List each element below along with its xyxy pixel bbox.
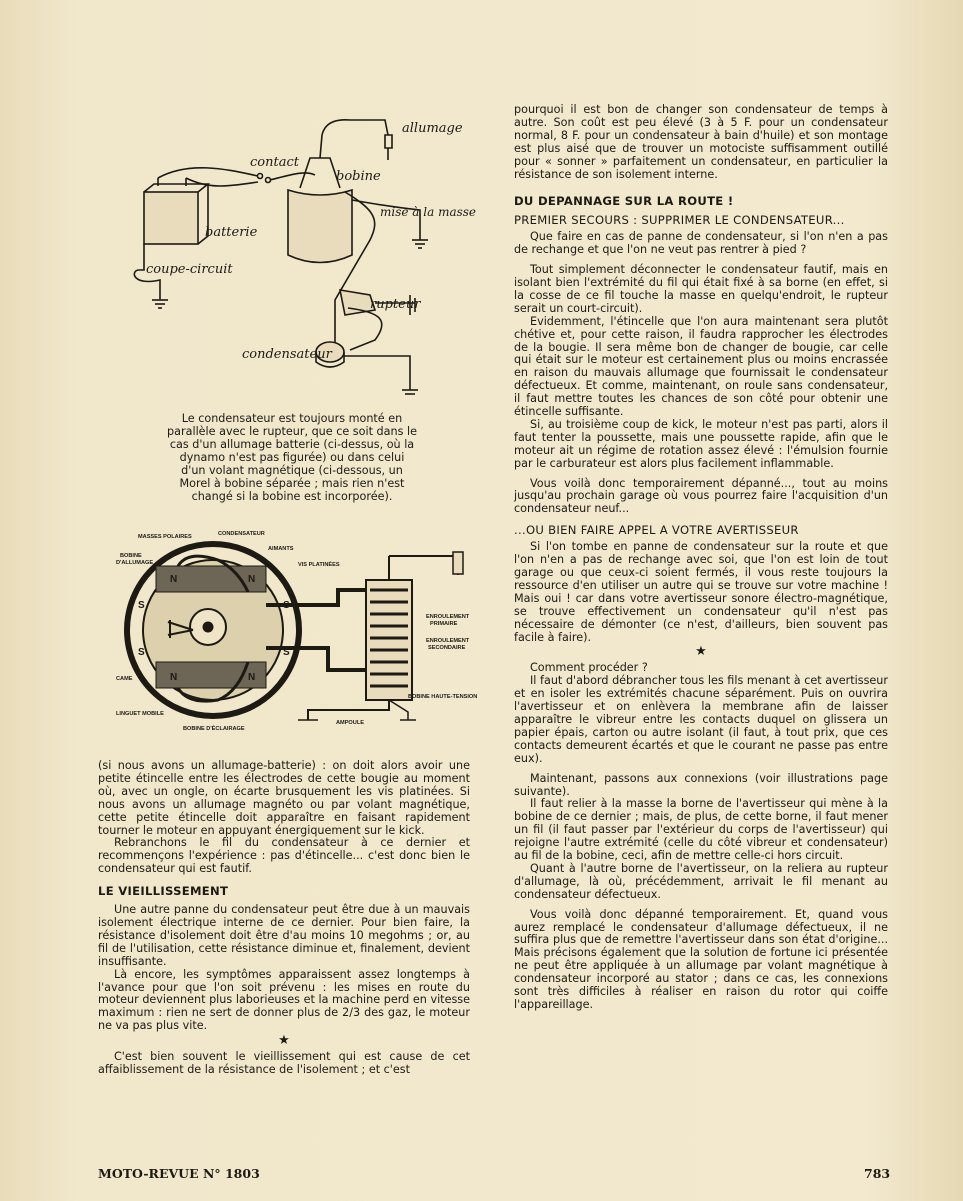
- label-enroulement-primaire-1: ENROULEMENT: [426, 614, 470, 620]
- pole-s-2: S: [283, 600, 290, 611]
- heading-premier-secours: PREMIER SECOURS : SUPPRIMER LE CONDENSATEUR...: [514, 213, 845, 228]
- left-paragraph-3: Une autre panne du condensateur peut être due à un mauvais isolement électrique interne de ce dernier. Pour bien faire, la résistance d'isolement doit être d'au moins 10 megohms ; or, au fil de l'utilisation, cette résistance diminue et, finalement, devient insuffisante.: [98, 903, 470, 968]
- heading-depannage: DU DEPANNAGE SUR LA ROUTE !: [514, 194, 734, 209]
- left-column: [98, 760, 470, 1077]
- separator-star-right: ★: [695, 644, 707, 660]
- label-condensateur: condensateur: [242, 347, 332, 362]
- right-paragraph-10: Maintenant, passons aux connexions (voir illustrations page suivante).: [514, 771, 888, 798]
- label-masses-polaires: MASSES POLAIRES: [138, 534, 192, 540]
- battery-ignition-diagram: [130, 100, 480, 405]
- pole-n-4: N: [248, 672, 256, 683]
- heading-avertisseur: ...OU BIEN FAIRE APPEL A VOTRE AVERTISSEUR: [514, 523, 799, 538]
- pole-n-1: N: [170, 574, 178, 585]
- pole-s-3: S: [138, 647, 145, 658]
- left-paragraph-4: Là encore, les symptômes apparaissent assez longtemps à l'avance pour que l'on soit prévenu : les mises en route du moteur deviennent plus laborieuses et la machine perd en vitesse maximum : rien ne sert de donner plus de 2/3 des gaz, le moteur ne va pas plus vite.: [98, 967, 470, 1033]
- label-aimants: AIMANTS: [268, 546, 294, 552]
- label-bobine-allumage-2: D'ALLUMAGE: [116, 560, 154, 566]
- right-paragraph-3: Tout simplement déconnecter le condensateur fautif, mais en isolant bien l'extrémité du fil qui était fixé à sa borne (en effet, si la cosse de ce fil touche la masse en quelqu'endroit, le rupteur serait un court-circuit).: [514, 263, 888, 315]
- label-contact: contact: [250, 155, 299, 170]
- label-bobine-allumage-1: BOBINE: [120, 553, 142, 559]
- label-coupe-circuit: coupe-circuit: [146, 262, 233, 277]
- label-allumage: allumage: [402, 121, 463, 136]
- right-paragraph-5: Si, au troisième coup de kick, le moteur n'est pas parti, alors il faut tenter la poussette, mais une poussette rapide, afin que le moteur ait un régime de rotation assez élevé : l'émulsion fournie par le carburateur est alors plus facilement inflammable.: [514, 417, 888, 470]
- right-paragraph-6: Vous voilà donc temporairement dépanné..., tout au moins jusqu'au prochain garage où vous pourrez faire l'acquisition d'un condensateur neuf...: [514, 476, 888, 516]
- right-paragraph-2: Que faire en cas de panne de condensateur, si l'on n'en a pas de rechange et que l'on ne veut pas rentrer à pied ?: [514, 230, 888, 257]
- pole-n-3: N: [170, 672, 178, 683]
- right-column: [514, 104, 888, 1012]
- right-paragraph-8: Comment procéder ?: [530, 661, 648, 675]
- label-ampoule: AMPOULE: [336, 720, 364, 726]
- right-paragraph-13: Vous voilà donc dépanné temporairement. Et, quand vous aurez remplacé le condensateur d'allumage défectueux, il ne suffira plus que de remettre l'avertisseur dans son état d'origine... Mais précisons également que la solution de fortune ici présentée ne peut être appliquée à un allumage par volant magnétique à condensateur incorporé au stator ; dans ce cas, les connexions sont très difficiles à réaliser en raison du rotor qui coiffe l'appareillage.: [514, 907, 888, 1011]
- label-rupteur: rupteur: [370, 297, 421, 312]
- separator-star-left: ★: [278, 1033, 290, 1049]
- pole-s-4: S: [283, 647, 290, 658]
- label-enroulement-secondaire-2: SECONDAIRE: [428, 645, 466, 651]
- label-fig2-condensateur: CONDENSATEUR: [218, 531, 265, 537]
- footer-page-number: 783: [864, 1166, 891, 1181]
- right-paragraph-7: Si l'on tombe en panne de condensateur sur la route et que l'on n'en a pas de rechange avec soi, que l'on est loin de tout garage ou que ceux-ci soient fermés, il vous reste toujours la ressource d'en utiliser un autre qui se trouve sur votre machine ! Mais oui ! car dans votre avertisseur sonore électro-magnétique, se trouve effectivement un condensateur qu'il n'est pas nécessaire de démonter (ce n'est, d'ailleurs, bien souvent pas facile à faire).: [514, 540, 888, 644]
- label-bobine-haute-tension: BOBINE HAUTE-TENSION: [408, 694, 478, 700]
- right-paragraph-11: Il faut relier à la masse la borne de l'avertisseur qui mène à la bobine de ce dernier ; mais, de plus, de cette borne, il faut mener un fil (il faut passer par l'extérieur du corps de l'avertisseur) qui rejoigne l'autre extrémité (celle du côté vibreur et condensateur) au fil de la bobine, ceci, afin de mettre celle-ci hors circuit.: [514, 797, 888, 863]
- label-enroulement-primaire-2: PRIMAIRE: [430, 621, 458, 627]
- label-vis-platinees: VIS PLATINÉES: [298, 562, 340, 568]
- heading-vieillissement: LE VIEILLISSEMENT: [98, 884, 229, 899]
- right-paragraph-1: pourquoi il est bon de changer son condensateur de temps à autre. Son coût est peu élevé (3 à 5 F. pour un condensateur normal, 8 F. pour un condensateur à bain d'huile) et son montage est plus aisé que de trouver un motociste suffisamment outillé pour « sonner » parfaitement un condensateur, en particulier la résistance de son isolement interne.: [514, 103, 888, 181]
- figure-caption: Le condensateur est toujours monté en parallèle avec le rupteur, que ce soit dans le cas d'un allumage batterie (ci-dessus, où la dynamo n'est pas figurée) ou dans celui d'un volant magnétique (ci-dessous, un Morel à bobine séparée ; mais rien n'est changé si la bobine est incorporée).: [167, 412, 417, 503]
- label-enroulement-secondaire-1: ENROULEMENT: [426, 638, 470, 644]
- label-bobine-eclairage: BOBINE D'ÉCLAIRAGE: [183, 726, 245, 732]
- pole-s-1: S: [138, 600, 145, 611]
- left-paragraph-1: (si nous avons un allumage-batterie) : on doit alors avoir une petite étincelle entre les électrodes de cette bougie au moment où, avec un ongle, on écarte brusquement les vis platinées. Si nous avons un allumage magnéto ou par volant magnétique, cette petite étincelle doit apparaître en faisant rapidement tourner le moteur en appuyant énergiquement sur le kick.: [98, 759, 470, 837]
- footer-magazine-issue: MOTO-REVUE N° 1803: [98, 1166, 260, 1181]
- right-paragraph-12: Quant à l'autre borne de l'avertisseur, on la reliera au rupteur d'allumage, là où, précédemment, arrivait le fil menant au condensateur défectueux.: [514, 861, 888, 901]
- left-paragraph-5: C'est bien souvent le vieillissement qui est cause de cet affaiblissement de la résistance de l'isolement ; et c'est: [98, 1050, 470, 1076]
- label-mise-a-la-masse: mise à la masse: [380, 205, 477, 219]
- right-paragraph-9: Il faut d'abord débrancher tous les fils menant à cet avertisseur et en isoler les extrémités chacune séparément. Puis on ouvrira l'avertisseur et on enlèvera la membrane afin de laisser apparaître le vibreur entre les contacts duquel on glissera un papier épais, carton ou autre isolant (il faut, à tout prix, que ces contacts demeurent écartés et que le courant ne passe pas entre eux).: [514, 674, 888, 765]
- pole-n-2: N: [248, 574, 256, 585]
- right-paragraph-4: Evidemment, l'étincelle que l'on aura maintenant sera plutôt chétive et, pour cette raison, il faudra rapprocher les électrodes de la bougie. Il sera même bon de changer de bougie, car celle qui était sur le moteur est certainement plus ou moins encrassée en raison du mauvais allumage que fournissait le condensateur défectueux. Et comme, maintenant, on roule sans condensateur, il faut mettre toutes les chances de son côté pour obtenir une étincelle suffisante.: [514, 314, 888, 419]
- label-bobine: bobine: [336, 169, 381, 184]
- label-batterie: batterie: [205, 225, 258, 240]
- flywheel-magneto-diagram: [108, 530, 478, 736]
- label-linguet-mobile: LINGUET MOBILE: [116, 711, 164, 717]
- left-paragraph-2: Rebranchons le fil du condensateur à ce dernier et recommençons l'expérience : pas d'étincelle... c'est donc bien le condensateur qui est fautif.: [98, 836, 470, 876]
- label-came: CAME: [116, 676, 133, 682]
